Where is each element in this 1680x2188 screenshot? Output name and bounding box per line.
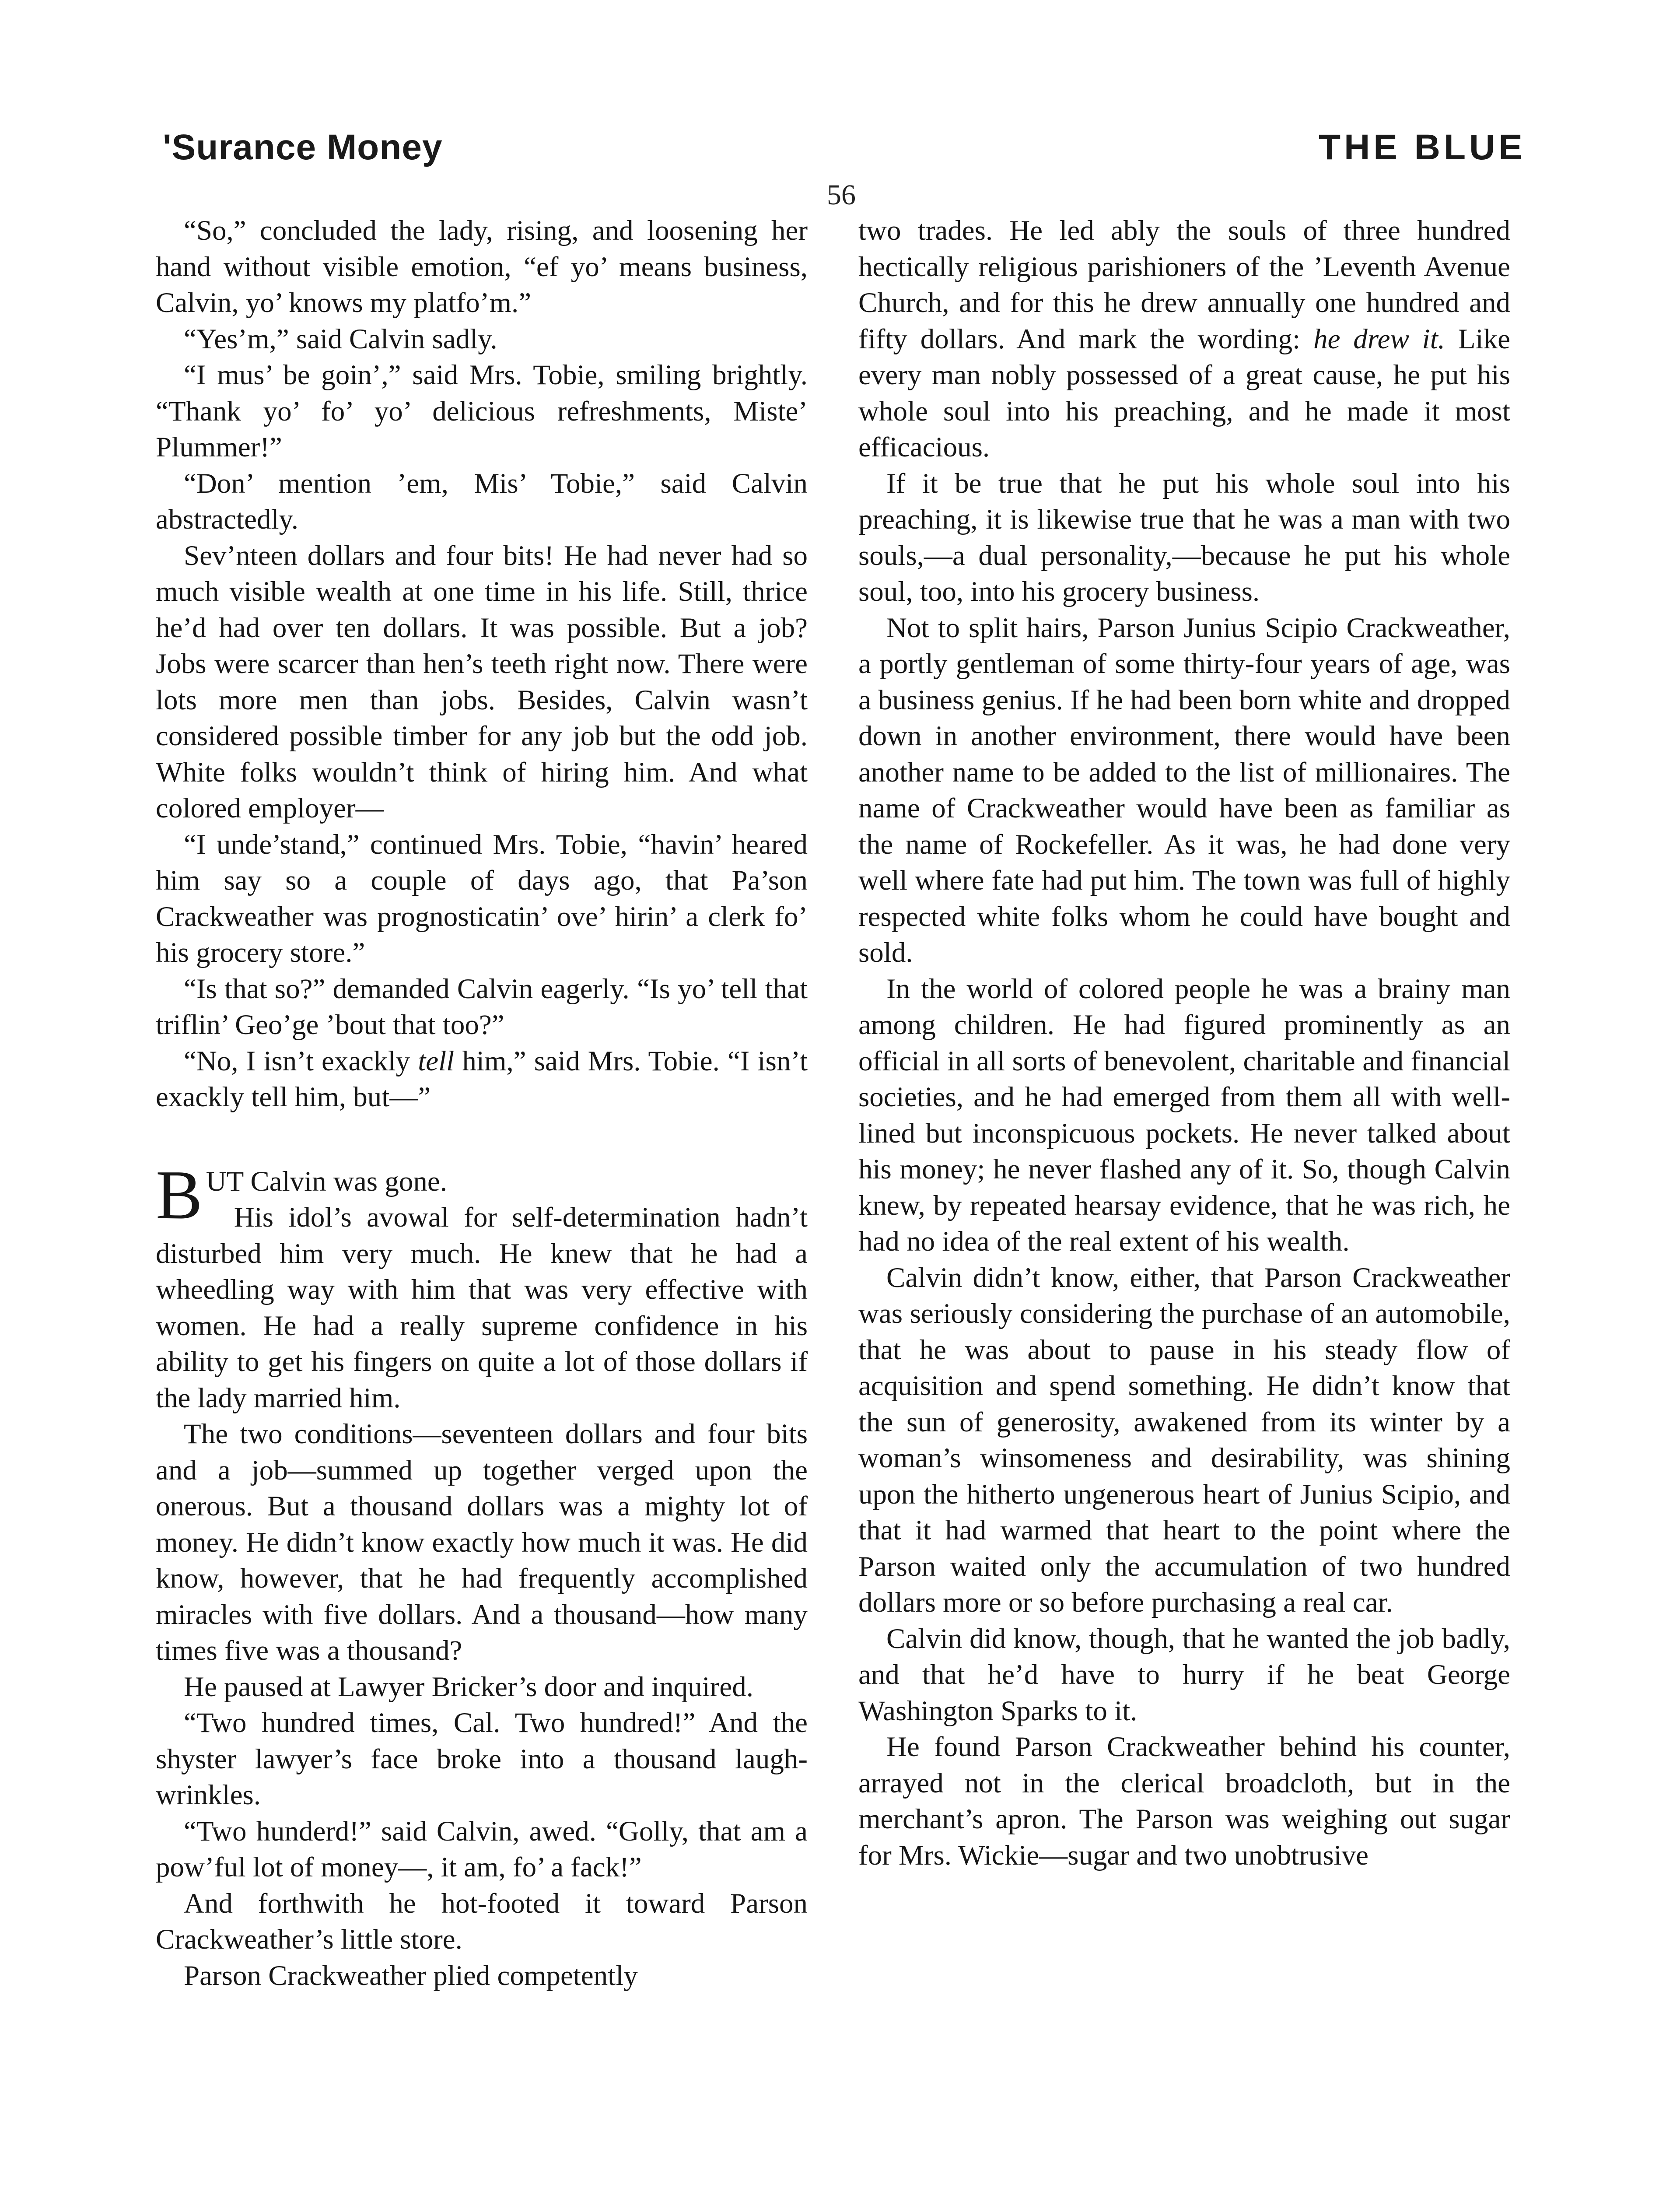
italic-text: he drew it. — [1313, 323, 1446, 355]
paragraph: He paused at Lawyer Bricker’s door and inquired. — [184, 1671, 753, 1703]
italic-text: tell — [418, 1045, 455, 1077]
text-run: UT Calvin was gone. — [206, 1165, 447, 1197]
paragraph — [858, 213, 1510, 466]
paragraph: The two conditions—seventeen dollars and four bits and a job—summed up together verged upon the onerous. But a thousand dollars was a mighty lot of money. He didn’t know exactly how much it was. He did know, however, that he had frequently accomplished miracles with five dollars. And a thousand—how many times five was a thousand? — [156, 1418, 808, 1666]
paragraph: “Two hunderd!” said Calvin, awed. “Golly, that am a pow’ful lot of money—, it am, fo’ a fack!” — [156, 1815, 808, 1883]
paragraph: And forthwith he hot-footed it toward Parson Crackweather’s little store. — [156, 1887, 808, 1955]
magazine-title: THE BLUE — [1319, 127, 1526, 167]
text-run: Like every man nobly possessed of a great cause, he put his whole soul into his preaching, and he made it most efficacious. — [858, 323, 1510, 463]
paragraph: “I unde’stand,” continued Mrs. Tobie, “havin’ heared him say so a couple of days ago, that Pa’son Crackweather was prognosticatin’ ove’ hirin’ a clerk fo’ his grocery store.” — [156, 828, 808, 968]
paragraph: He found Parson Crackweather behind his counter, arrayed not in the clerical broadcloth, but in the merchant’s apron. The Parson was weighing out sugar for Mrs. Wickie—sugar and two unobtrusive — [858, 1731, 1510, 1871]
paragraph: Sev’nteen dollars and four bits! He had never had so much visible wealth at one time in his life. Still, thrice he’d had over ten dollars. It was possible. But a job? Jobs were scarcer than hen’s teeth right now. There were lots more men than jobs. Besides, Calvin wasn’t considered possible timber for any job but the odd job. White folks wouldn’t think of hiring him. And what colored employer— — [156, 540, 808, 824]
paragraph — [156, 1043, 808, 1115]
paragraph: “Two hundred times, Cal. Two hundred!” And the shyster lawyer’s face broke into a thousand laugh-wrinkles. — [156, 1707, 808, 1811]
drop-cap: B — [156, 1155, 203, 1234]
section-break — [156, 1115, 808, 1164]
running-head-title: 'Surance Money — [163, 127, 443, 167]
text-run: “No, I isn’t exackly — [184, 1045, 418, 1077]
paragraph: “So,” concluded the lady, rising, and loosening her hand without visible emotion, “ef yo’ means business, Calvin, yo’ knows my platfo’m.” — [156, 215, 808, 319]
paragraph: Parson Crackweather plied competently — [184, 1960, 638, 1992]
paragraph: “Yes’m,” said Calvin sadly. — [184, 323, 497, 355]
left-column — [156, 213, 808, 1994]
paragraph: His idol’s avowal for self-determination hadn’t disturbed him very much. He knew that he had a wheedling way with him that was very effective with women. He had a really supreme confidence in his ability to get his fingers on quite a lot of those dollars if the lady married him. — [156, 1202, 808, 1414]
text-run: him,” said Mrs. Tobie. “I isn’t exackly tell him, but—” — [156, 1045, 808, 1113]
paragraph: If it be true that he put his whole soul into his preaching, it is likewise true that he was a man with two souls,—a dual personality,—because he put his whole soul, too, into his grocery business. — [858, 467, 1510, 607]
paragraph: “Is that so?” demanded Calvin eagerly. “Is yo’ tell that triflin’ Geo’ge ’bout that too?” — [156, 973, 808, 1041]
right-column — [858, 213, 1510, 1873]
paragraph: In the world of colored people he was a brainy man among children. He had figured prominently as an official in all sorts of benevolent, charitable and financial societies, and he had emerged from them all with well-lined but inconspicuous pockets. He never talked about his money; he never flashed any of it. So, though Calvin knew, by repeated hearsay evidence, that he was rich, he had no idea of the real extent of his wealth. — [858, 973, 1510, 1257]
section-opening-paragraph — [156, 1155, 808, 1234]
paragraph: “I mus’ be goin’,” said Mrs. Tobie, smiling brightly. “Thank yo’ fo’ yo’ delicious refreshments, Miste’ Plummer!” — [156, 359, 808, 463]
paragraph: “Don’ mention ’em, Mis’ Tobie,” said Calvin abstractedly. — [156, 467, 808, 535]
paragraph: Calvin did know, though, that he wanted the job badly, and that he’d have to hurry if he beat George Washington Sparks to it. — [858, 1623, 1510, 1727]
text-run: two trades. He led ably the souls of three hundred hectically religious parishioners of the ’Leventh Avenue Church, and for this he drew annually one hundred and fifty dollars. And mark the wording: — [858, 215, 1510, 355]
page-number: 56 — [827, 179, 856, 211]
paragraph: Calvin didn’t know, either, that Parson Crackweather was seriously considering the purchase of an automobile, that he was about to pause in his steady flow of acquisition and spend something. He didn’t know that the sun of generosity, awakened from its winter by a woman’s winsomeness and desirability, was shining upon the hitherto ungenerous heart of Junius Scipio, and that it had warmed that heart to the point where the Parson waited only the accumulation of two hundred dollars more or so before purchasing a real car. — [858, 1262, 1510, 1618]
paragraph: Not to split hairs, Parson Junius Scipio Crackweather, a portly gentleman of some thirty-four years of age, was a business genius. If he had been born white and dropped down in another environment, there would have been another name to be added to the list of millionaires. The name of Crackweather would have been as familiar as the name of Rockefeller. As it was, he had done very well where fate had put him. The town was full of highly respected white folks whom he could have bought and sold. — [858, 612, 1510, 968]
